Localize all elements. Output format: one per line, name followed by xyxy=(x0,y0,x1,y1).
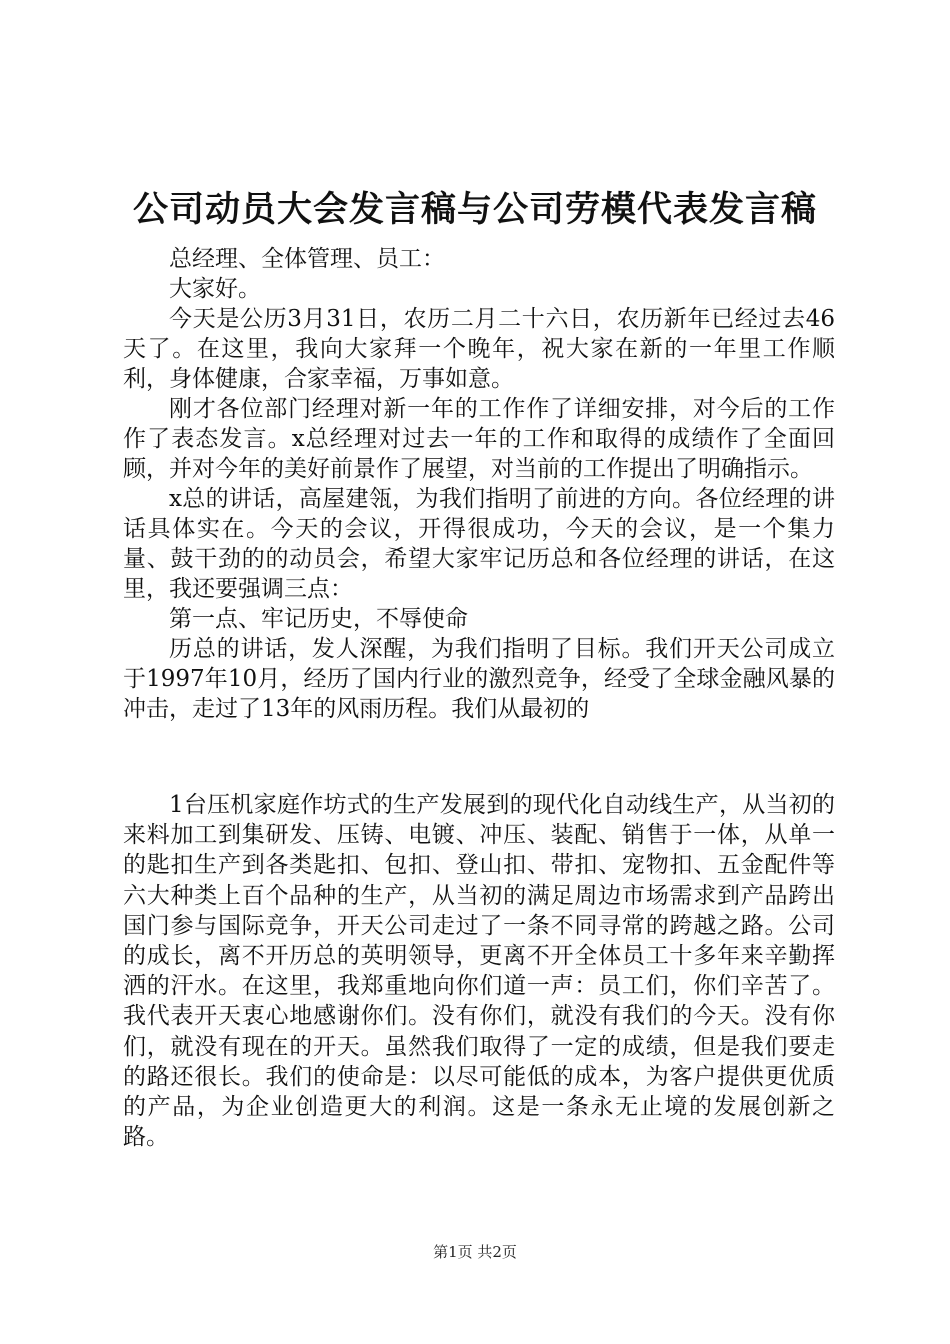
document-title: 公司动员大会发言稿与公司劳模代表发言稿 xyxy=(132,189,817,230)
greeting: 大家好。 xyxy=(169,276,261,302)
page-footer: 第1页 共2页 xyxy=(433,1243,517,1261)
salutation: 总经理、全体管理、员工： xyxy=(169,246,445,272)
paragraph: x总的讲话，高屋建瓴，为我们指明了前进的方向。各位经理的讲话具体实在。今天的会议，开得很成功，今天的会议，是一个集力量、鼓干劲的的动员会，希望大家牢记历总和各位经理的讲话，在这里，我还要强调三点： xyxy=(123,486,835,602)
paragraph: 今天是公历3月31日，农历二月二十六日，农历新年已经过去46天了。在这里，我向大家拜一个晚年，祝大家在新的一年里工作顺利，身体健康，合家幸福，万事如意。 xyxy=(123,306,835,392)
document-body xyxy=(123,244,835,724)
paragraph: 刚才各位部门经理对新一年的工作作了详细安排，对今后的工作作了表态发言。x总经理对过去一年的工作和取得的成绩作了全面回顾，并对今年的美好前景作了展望，对当前的工作提出了明确指示。 xyxy=(123,396,835,482)
paragraph: 1台压机家庭作坊式的生产发展到的现代化自动线生产，从当初的来料加工到集研发、压铸、电镀、冲压、装配、销售于一体，从单一的匙扣生产到各类匙扣、包扣、登山扣、带扣、宠物扣、五金配件等六大种类上百个品种的生产，从当初的满足周边市场需求到产品跨出国门参与国际竞争，开天公司走过了一条不同寻常的跨越之路。公司的成长，离不开历总的英明领导，更离不开全体员工十多年来辛勤挥洒的汗水。在这里，我郑重地向你们道一声：员工们，你们辛苦了。我代表开天衷心地感谢你们。没有你们，就没有我们的今天。没有你们，就没有现在的开天。虽然我们取得了一定的成绩，但是我们要走的路还很长。我们的使命是：以尽可能低的成本，为客户提供更优质的产品，为企业创造更大的利润。这是一条永无止境的发展创新之路。 xyxy=(123,792,835,1151)
document-body-continued xyxy=(123,790,835,1152)
paragraph: 历总的讲话，发人深醒，为我们指明了目标。我们开天公司成立于1997年10月，经历了国内行业的激烈竞争，经受了全球金融风暴的冲击，走过了13年的风雨历程。我们从最初的 xyxy=(123,636,835,722)
section-heading: 第一点、牢记历史，不辱使命 xyxy=(169,606,468,632)
